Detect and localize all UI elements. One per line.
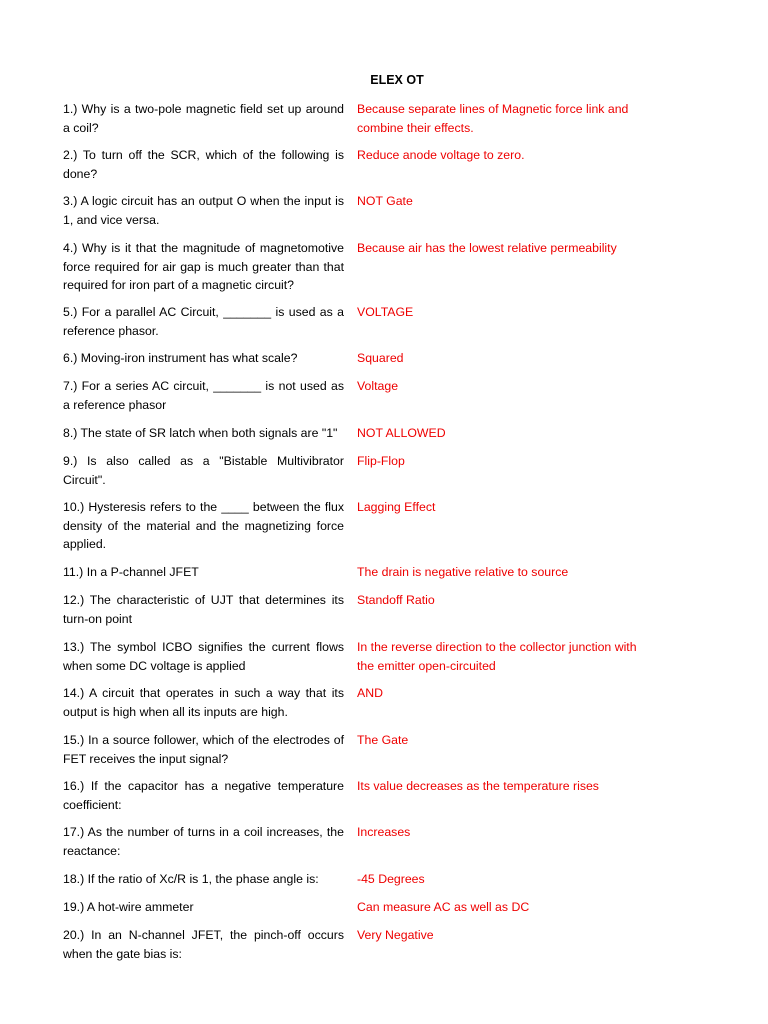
answer-text: Lagging Effect bbox=[357, 500, 436, 514]
question-text: 12.) The characteristic of UJT that determines its turn-on point bbox=[63, 593, 344, 626]
question-text: 14.) A circuit that operates in such a way that its output is high when all its inputs are high. bbox=[63, 686, 344, 719]
answer-text: Flip-Flop bbox=[357, 454, 405, 468]
question-text: 20.) In an N-channel JFET, the pinch-off occurs when the gate bias is: bbox=[63, 928, 344, 961]
question-text: 7.) For a series AC circuit, _______ is not used as a reference phasor bbox=[63, 379, 344, 412]
answer-text: Because separate lines of Magnetic force link and combine their effects. bbox=[357, 102, 629, 135]
answer-text: The drain is negative relative to source bbox=[357, 565, 569, 579]
answer-text: Very Negative bbox=[357, 928, 434, 942]
question-text: 9.) Is also called as a "Bistable Multivibrator Circuit". bbox=[63, 454, 344, 487]
question-text: 4.) Why is it that the magnitude of magnetomotive force required for air gap is much greater than that required for iron part of a magnetic circuit? bbox=[63, 241, 344, 292]
answer-text: NOT ALLOWED bbox=[357, 426, 446, 440]
question-text: 3.) A logic circuit has an output O when the input is 1, and vice versa. bbox=[63, 194, 344, 227]
answer-text: Voltage bbox=[357, 379, 399, 393]
answer-text: Increases bbox=[357, 825, 411, 839]
question-text: 18.) If the ratio of Xc/R is 1, the phase angle is: bbox=[63, 872, 319, 886]
question-text: 8.) The state of SR latch when both signals are "1" bbox=[63, 426, 338, 440]
question-text: 16.) If the capacitor has a negative temperature coefficient: bbox=[63, 779, 344, 812]
answer-text: The Gate bbox=[357, 733, 409, 747]
question-text: 6.) Moving-iron instrument has what scale? bbox=[63, 351, 298, 365]
answer-text: Because air has the lowest relative permeability bbox=[357, 241, 617, 255]
answer-text: VOLTAGE bbox=[357, 305, 414, 319]
answer-text: AND bbox=[357, 686, 383, 700]
question-text: 17.) As the number of turns in a coil increases, the reactance: bbox=[63, 825, 344, 858]
answer-text: Reduce anode voltage to zero. bbox=[357, 148, 525, 162]
question-text: 10.) Hysteresis refers to the ____ between the flux density of the material and the magnetizing force applied. bbox=[63, 500, 344, 551]
answer-text: Squared bbox=[357, 351, 404, 365]
answer-text: In the reverse direction to the collector junction with the emitter open-circuited bbox=[357, 640, 637, 673]
page-title: ELEX OT bbox=[370, 73, 424, 87]
answer-text: Standoff Ratio bbox=[357, 593, 435, 607]
answer-text: NOT Gate bbox=[357, 194, 413, 208]
question-text: 15.) In a source follower, which of the electrodes of FET receives the input signal? bbox=[63, 733, 344, 766]
question-text: 2.) To turn off the SCR, which of the following is done? bbox=[63, 148, 344, 181]
question-text: 1.) Why is a two-pole magnetic field set up around a coil? bbox=[63, 102, 344, 135]
question-text: 19.) A hot-wire ammeter bbox=[63, 900, 194, 914]
answer-text: Its value decreases as the temperature rises bbox=[357, 779, 599, 793]
question-text: 11.) In a P-channel JFET bbox=[63, 565, 199, 579]
answer-text: -45 Degrees bbox=[357, 872, 425, 886]
answer-text: Can measure AC as well as DC bbox=[357, 900, 530, 914]
question-text: 13.) The symbol ICBO signifies the current flows when some DC voltage is applied bbox=[63, 640, 344, 673]
question-text: 5.) For a parallel AC Circuit, _______ is used as a reference phasor. bbox=[63, 305, 344, 338]
